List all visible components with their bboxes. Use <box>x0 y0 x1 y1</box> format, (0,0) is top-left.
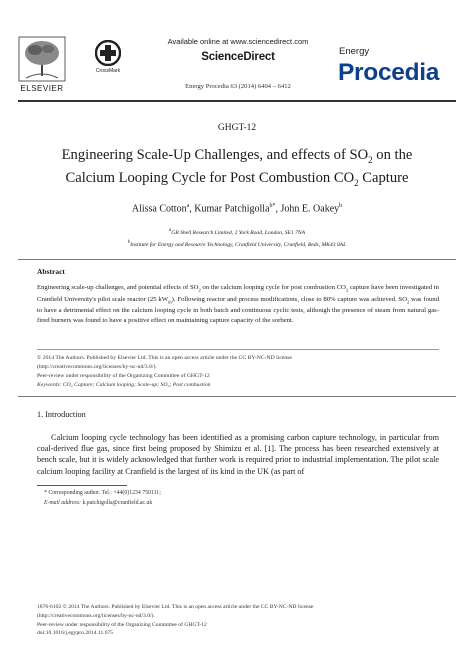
license-line: © 2014 The Authors. Published by Elsevier Ltd. This is an open access article under the CC BY-NC-ND license <box>37 355 292 361</box>
footnote-divider <box>37 485 127 486</box>
available-online-text[interactable]: Available online at www.sciencedirect.com <box>167 37 309 46</box>
author-name: Kumar Patchigolla <box>194 203 270 215</box>
crossmark-label: CrossMark <box>95 68 121 74</box>
license-link[interactable]: (http://creativecommons.org/licenses/by-nc-nd/3.0/). <box>37 364 157 371</box>
license-divider <box>37 349 439 350</box>
keywords <box>37 382 439 388</box>
affiliations <box>40 226 434 250</box>
issn-copyright-line: 1876-6102 © 2014 The Authors. Published by Elsevier Ltd. This is an open access article under the CC BY-NC-ND license <box>37 604 314 610</box>
keywords-list: CO₂ Capture; Calcium looping; Scale-up; SO₂; Post combustion <box>62 382 211 388</box>
author-name: Alissa Cotton <box>131 203 187 215</box>
keywords-label: Keywords: <box>37 382 62 388</box>
journal-name-small: Energy <box>339 46 370 57</box>
introduction-paragraph: Calcium looping cycle technology has been identified as a promising carbon capture technology, in particular from coal-derived flue gas, since first being proposed by Shimizu et al. [1]. The process has been researched extensively at bench scale, but it is widely acknowledged that further work is required prior to industrial implementation. The pilot scale calcium looping facility at Cranfield is the largest of its kind in the UK (as part of <box>37 433 439 476</box>
author-list: Alissa Cotton$^a$, Kumar Patchigolla$^{b*}$, John E. Oakey$^b$ <box>131 203 343 215</box>
article-title: Engineering Scale-Up Challenges, and effects of $SO_2$ on the Calcium Looping Cycle for Post Combustion $CO_2$ Capture <box>61 147 413 188</box>
abstract-top-divider <box>18 259 456 260</box>
license-notice <box>37 354 439 382</box>
publisher-logo-text: ELSEVIER <box>20 84 64 93</box>
journal-name-large: Procedia <box>338 59 440 86</box>
affiliation-line: $^a$GB Shell Research Limited, 2 York Road, London, SE1 7NA <box>168 228 306 236</box>
sciencedirect-brand: ScienceDirect <box>201 51 275 63</box>
section-heading: 1. Introduction <box>37 410 86 419</box>
email-note <box>44 500 152 506</box>
abstract-bottom-divider <box>18 396 456 397</box>
corresponding-author-note: * Corresponding author. Tel.: +44(0)1234 750111; <box>44 490 161 496</box>
crossmark-icon[interactable] <box>95 40 121 66</box>
copyright-footer <box>37 603 439 638</box>
abstract-heading: Abstract <box>37 267 65 276</box>
abstract-body: Engineering scale-up challenges, and potential effects of $SO_2$ on the calcium looping cycle for post combustion $CO_2$ capture have been investigated in Cranfield University's pilot scale reactor (25 $kW_{th}$). Following reactor and process modifications, close to 80% capture was achieved. $SO_2$ was found to have a detrimental effect on the calcium looping cycle in both batch and continuous cyclic tests, although the presence of steam from natural gas-fired burners was found to have a positive effect on maintaining capture capacity of the sorbent. <box>37 284 439 324</box>
author-mark: b <box>339 203 343 209</box>
affiliation-line: $^b$Institute for Energy and Resource Technology, Cranfield University, Cranfield, Beds, MK43 0AL <box>127 239 347 248</box>
author-mark: a <box>186 203 190 209</box>
peer-review-line: Peer-review under responsibility of the Organizing Committee of GHGT-12 <box>37 621 207 628</box>
license-link[interactable]: (http://creativecommons.org/licenses/by-nc-nd/3.0/). <box>37 612 155 619</box>
header-divider <box>18 100 456 102</box>
author-name: John E. Oakey <box>280 203 340 215</box>
doi-link[interactable]: doi:10.1016/j.egypro.2014.11.675 <box>37 630 114 637</box>
journal-citation: Energy Procedia 63 (2014) 6404 – 6412 <box>185 83 291 90</box>
author-mark: b* <box>269 203 276 209</box>
email-label: E-mail address: <box>44 500 81 506</box>
conference-label: GHGT-12 <box>217 123 257 133</box>
license-line: Peer-review under responsibility of the Organizing Committee of GHGT-12 <box>37 373 210 380</box>
email-address[interactable]: k.patchigolla@cranfield.ac.uk <box>82 500 153 506</box>
